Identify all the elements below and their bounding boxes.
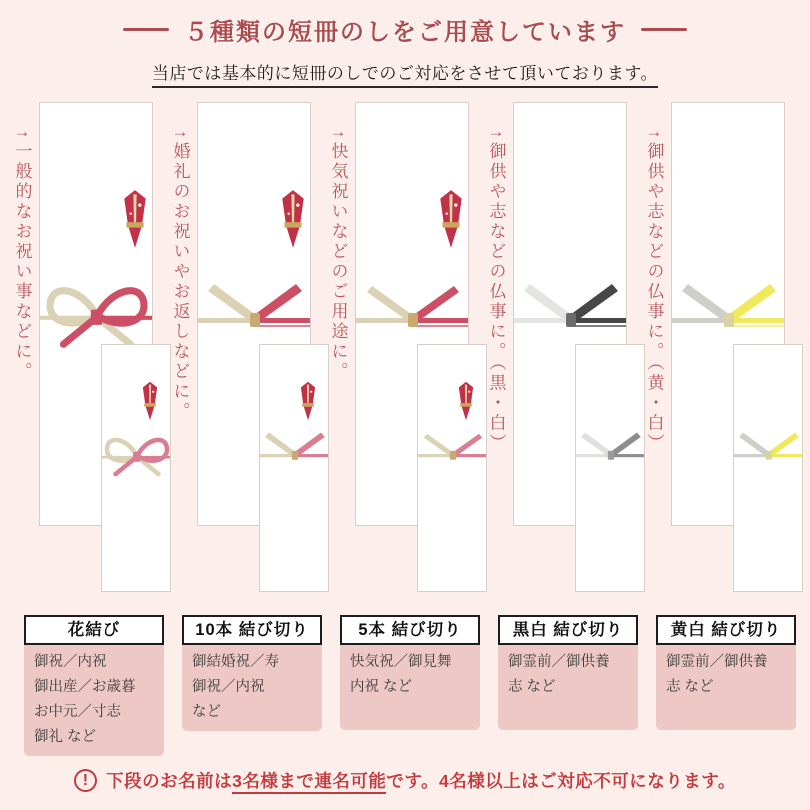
- page-title: ５種類の短冊のしをご用意しています: [184, 19, 626, 46]
- header: [0, 0, 810, 88]
- noshi-ornament-icon: [140, 381, 160, 421]
- knot-name-label: 5本 結び切り: [340, 615, 480, 645]
- mizuhiki-knot-icon: [733, 430, 803, 463]
- uses-box: [498, 645, 638, 730]
- column-description: →快気祝いなどのご用途に。: [328, 122, 348, 382]
- mizuhiki-knot-icon: [417, 430, 487, 463]
- subtitle: 当店では基本的に短冊のしでのご対応をさせて頂いております。: [152, 59, 658, 88]
- noshi-card-small: [733, 344, 803, 592]
- noshi-card-small: [417, 344, 487, 592]
- use-item: 御霊前／御供養: [666, 654, 768, 670]
- uses-box: [340, 645, 480, 730]
- mizuhiki-knot-icon: [259, 430, 329, 463]
- use-item: 御霊前／御供養: [508, 654, 610, 670]
- arrow-icon: →: [328, 122, 348, 142]
- mizuhiki-bow-icon: [39, 269, 153, 351]
- arrow-icon: →: [644, 122, 664, 142]
- noshi-column-kishiro-musubikiri: [642, 102, 800, 752]
- uses-box: [656, 645, 796, 730]
- noshi-ornament-icon: [456, 381, 476, 421]
- knot-name-label: 黒白 結び切り: [498, 615, 638, 645]
- title-row: [0, 12, 810, 47]
- mizuhiki-knot-icon: [671, 280, 785, 332]
- column-description: →御供や志などの仏事に。（黒・白）: [486, 122, 506, 454]
- noshi-columns: [0, 102, 810, 752]
- mizuhiki-bow-icon: [101, 426, 171, 479]
- mizuhiki-knot-icon: [575, 430, 645, 463]
- alert-circle-icon: !: [74, 769, 97, 792]
- use-item: など: [192, 704, 221, 720]
- note-text: 下段のお名前は3名様まで連名可能です。4名様以上はご対応不可になります。: [106, 768, 736, 793]
- arrow-icon: →: [170, 122, 190, 142]
- column-description: →一般的なお祝い事などに。: [12, 122, 32, 382]
- mizuhiki-knot-icon: [197, 280, 311, 332]
- column-description: →婚礼のお祝いやお返しなどに。: [170, 122, 190, 422]
- noshi-ornament-icon: [278, 189, 308, 249]
- noshi-column-hanamusubi: [10, 102, 168, 752]
- uses-box: [182, 645, 322, 731]
- noshi-ornament-icon: [298, 381, 318, 421]
- knot-name-label: 黄白 結び切り: [656, 615, 796, 645]
- noshi-card-small: [259, 344, 329, 592]
- noshi-ornament-icon: [120, 189, 150, 249]
- use-item: 御結婚祝／寿: [192, 654, 279, 670]
- title-rule-left: [123, 28, 169, 31]
- use-item: 御出産／お歳暮: [34, 679, 136, 695]
- noshi-ornament-icon: [436, 189, 466, 249]
- noshi-column-kuroshiro-musubikiri: [484, 102, 642, 752]
- note-underlined-text: 3名様まで連名可能: [232, 771, 386, 794]
- knot-name-label: 10本 結び切り: [182, 615, 322, 645]
- column-description: →御供や志などの仏事に。（黄・白）: [644, 122, 664, 454]
- use-item: 内祝 など: [350, 679, 413, 695]
- use-item: 志 など: [508, 679, 556, 695]
- noshi-column-10hon-musubikiri: [168, 102, 326, 752]
- use-item: お中元／寸志: [34, 704, 121, 720]
- arrow-icon: →: [12, 122, 32, 142]
- footer-note: [0, 768, 810, 793]
- uses-box: [24, 645, 164, 756]
- noshi-card-small: [101, 344, 171, 592]
- use-item: 御祝／内祝: [192, 679, 265, 695]
- arrow-icon: →: [486, 122, 506, 142]
- title-rule-right: [641, 28, 687, 31]
- noshi-card-small: [575, 344, 645, 592]
- use-item: 快気祝／御見舞: [350, 654, 452, 670]
- mizuhiki-knot-icon: [513, 280, 627, 332]
- noshi-column-5hon-musubikiri: [326, 102, 484, 752]
- use-item: 御祝／内祝: [34, 654, 107, 670]
- knot-name-label: 花結び: [24, 615, 164, 645]
- mizuhiki-knot-icon: [355, 280, 469, 332]
- use-item: 御礼 など: [34, 729, 97, 745]
- use-item: 志 など: [666, 679, 714, 695]
